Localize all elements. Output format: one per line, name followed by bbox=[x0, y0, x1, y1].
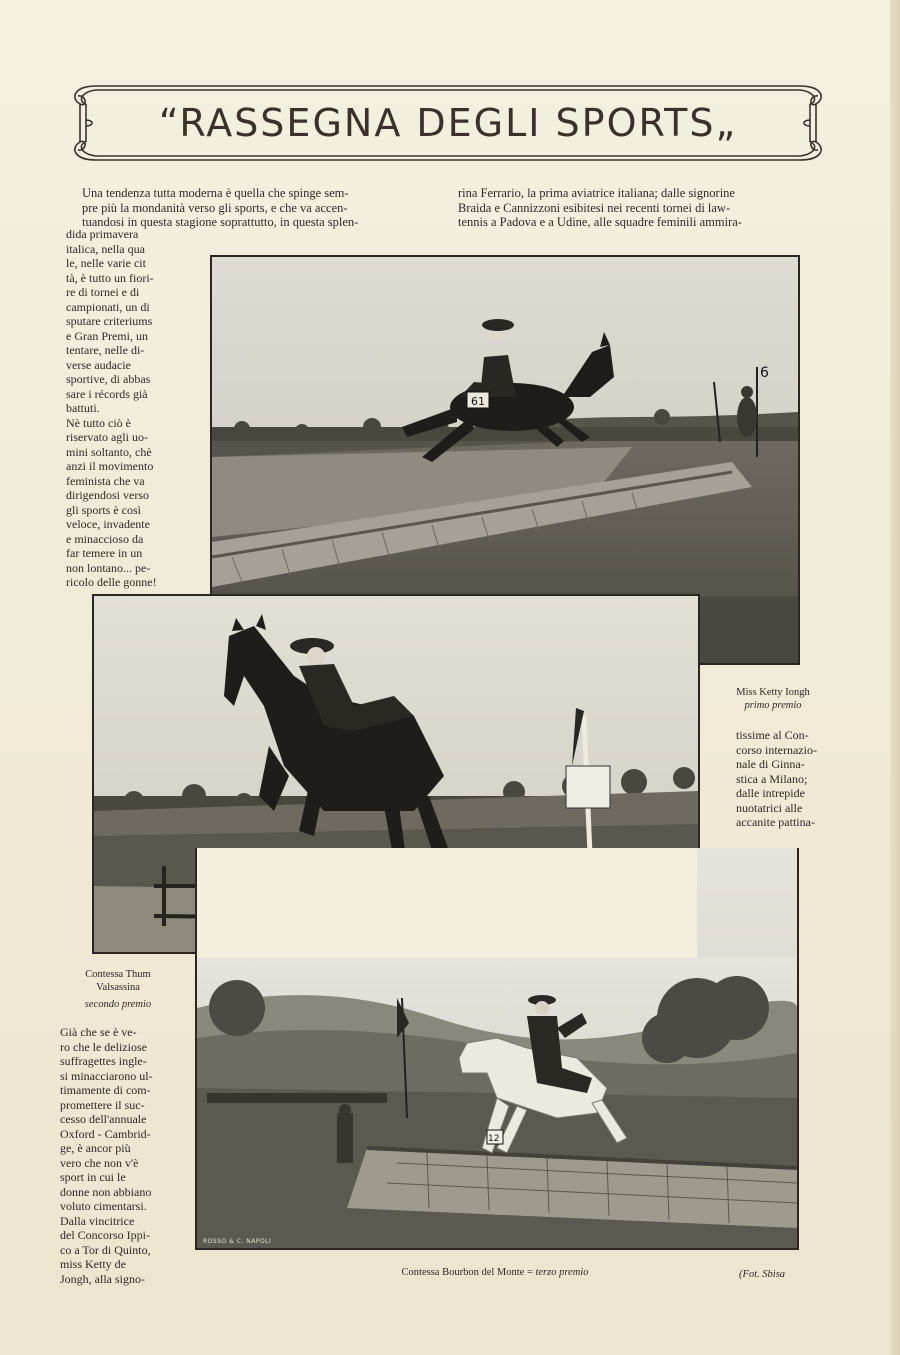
text-line: far temere in un bbox=[66, 546, 143, 560]
text-line: vero che non v'è bbox=[60, 1155, 139, 1170]
text-line: sportive, di abbas bbox=[66, 372, 151, 386]
caption-photo2 bbox=[66, 968, 170, 1011]
title-banner bbox=[66, 80, 830, 166]
text-line: tennis a Padova e a Udine, alle squadre feminili ammira- bbox=[458, 215, 742, 229]
caption-name: Contessa Bourbon del Monte bbox=[401, 1267, 525, 1278]
text-line: mini soltanto, chè bbox=[66, 444, 152, 459]
left-bottom-column-text bbox=[60, 1025, 172, 1286]
text-line: timamente di com- bbox=[60, 1083, 151, 1097]
text-line: Oxford - Cambrid- bbox=[60, 1126, 151, 1141]
text-line: riservato agli uo- bbox=[66, 430, 148, 444]
text-line: sport in cui le bbox=[60, 1170, 126, 1184]
text-line: del Concorso Ippi- bbox=[60, 1228, 150, 1242]
text-line: Nè tutto ciò è bbox=[66, 415, 131, 430]
pole-number: 6 bbox=[760, 365, 769, 381]
text-line: nuotatrici alle bbox=[736, 800, 803, 815]
text-line: stica a Milano; bbox=[736, 771, 808, 786]
text-line: sare i récords già bbox=[66, 386, 148, 401]
caption-name: Valsassina bbox=[96, 982, 140, 993]
text-line: italica, nella qua bbox=[66, 241, 145, 256]
text-line: Braida e Cannizzoni esibitesi nei recenti tornei di law- bbox=[458, 200, 731, 215]
text-line: accanite pattina- bbox=[736, 815, 815, 829]
text-line: sputare criteriums bbox=[66, 314, 153, 328]
text-line: ro che le deliziose bbox=[60, 1039, 147, 1054]
page-edge bbox=[890, 0, 900, 1355]
text-line: rina Ferrario, la prima aviatrice italiana; dalle signorine bbox=[458, 186, 735, 200]
text-line: dalle intrepide bbox=[736, 786, 805, 800]
text-line: miss Ketty de bbox=[60, 1257, 126, 1271]
text-line: dida primavera bbox=[66, 227, 139, 241]
text-line: Una tendenza tutta moderna è quella che spinge sem- bbox=[82, 186, 349, 200]
text-line: e minaccioso da bbox=[66, 531, 144, 546]
photo-credit: (Fot. Sbisa bbox=[738, 1269, 786, 1280]
text-line: tà, è tutto un fiori- bbox=[66, 270, 154, 285]
page-title: “RASSEGNA DEGLI SPORTS„ bbox=[158, 101, 738, 145]
text-line: gli sports è così bbox=[66, 502, 141, 517]
text-line: re di tornei e di bbox=[66, 285, 140, 299]
horse-number: 12 bbox=[488, 1134, 500, 1144]
text-line: non lontano... pe- bbox=[66, 560, 151, 575]
text-line: suffragettes ingle- bbox=[60, 1054, 147, 1068]
text-line: veloce, invadente bbox=[66, 517, 150, 531]
text-line: tissime al Con- bbox=[736, 728, 809, 742]
text-line: pre più la mondanità verso gli sports, e che va accen- bbox=[82, 200, 348, 215]
text-line: campionati, un di bbox=[66, 299, 150, 314]
text-line: corso internazio- bbox=[736, 742, 817, 757]
text-line: Dalla vincitrice bbox=[60, 1213, 135, 1228]
photo-bourbon-del-monte-jump bbox=[195, 848, 799, 1250]
text-line: ricolo delle gonne! bbox=[66, 575, 157, 589]
caption-photo3 bbox=[370, 1266, 620, 1279]
text-line: Già che se è ve- bbox=[60, 1025, 137, 1039]
text-line: nale di Ginna- bbox=[736, 757, 805, 771]
text-line: anzi il movimento bbox=[66, 459, 154, 473]
left-column-text bbox=[66, 227, 184, 590]
rider-bib-number: 61 bbox=[471, 395, 485, 408]
text-line: le, nelle varie cit bbox=[66, 256, 146, 270]
text-line: promettere il suc- bbox=[60, 1097, 145, 1112]
text-line: tentare, nelle di- bbox=[66, 343, 145, 357]
caption-name: Contessa Thum bbox=[85, 969, 151, 980]
caption-prize: terzo premio bbox=[535, 1267, 589, 1278]
text-line: tuandosi in questa stagione soprattutto, in questa splen- bbox=[82, 215, 359, 229]
intro-paragraph-right bbox=[458, 186, 830, 230]
text-line: co a Tor di Quinto, bbox=[60, 1242, 151, 1257]
studio-credit: ROSSO & C. NAPOLI bbox=[203, 1238, 272, 1245]
caption-separator: = bbox=[526, 1267, 533, 1278]
right-column-text bbox=[736, 728, 828, 830]
text-line: e Gran Premi, un bbox=[66, 328, 148, 343]
text-line: feminista che va bbox=[66, 473, 145, 488]
caption-name: Miss Ketty Iongh bbox=[736, 687, 810, 698]
text-line: battuti. bbox=[66, 401, 100, 415]
caption-prize: secondo premio bbox=[84, 999, 152, 1010]
text-line: Jongh, alla signo- bbox=[60, 1271, 145, 1286]
text-line: cesso dell'annuale bbox=[60, 1112, 147, 1126]
caption-prize: primo premio bbox=[744, 700, 802, 711]
text-line: voluto cimentarsi. bbox=[60, 1199, 147, 1213]
text-line: verse audacie bbox=[66, 357, 131, 372]
text-line: ge, è ancor più bbox=[60, 1141, 131, 1155]
intro-paragraph bbox=[82, 186, 438, 230]
text-line: donne non abbiano bbox=[60, 1184, 152, 1199]
caption-photo1 bbox=[718, 686, 828, 712]
text-line: si minacciarono ul- bbox=[60, 1068, 153, 1083]
text-line: dirigendosi verso bbox=[66, 488, 149, 502]
